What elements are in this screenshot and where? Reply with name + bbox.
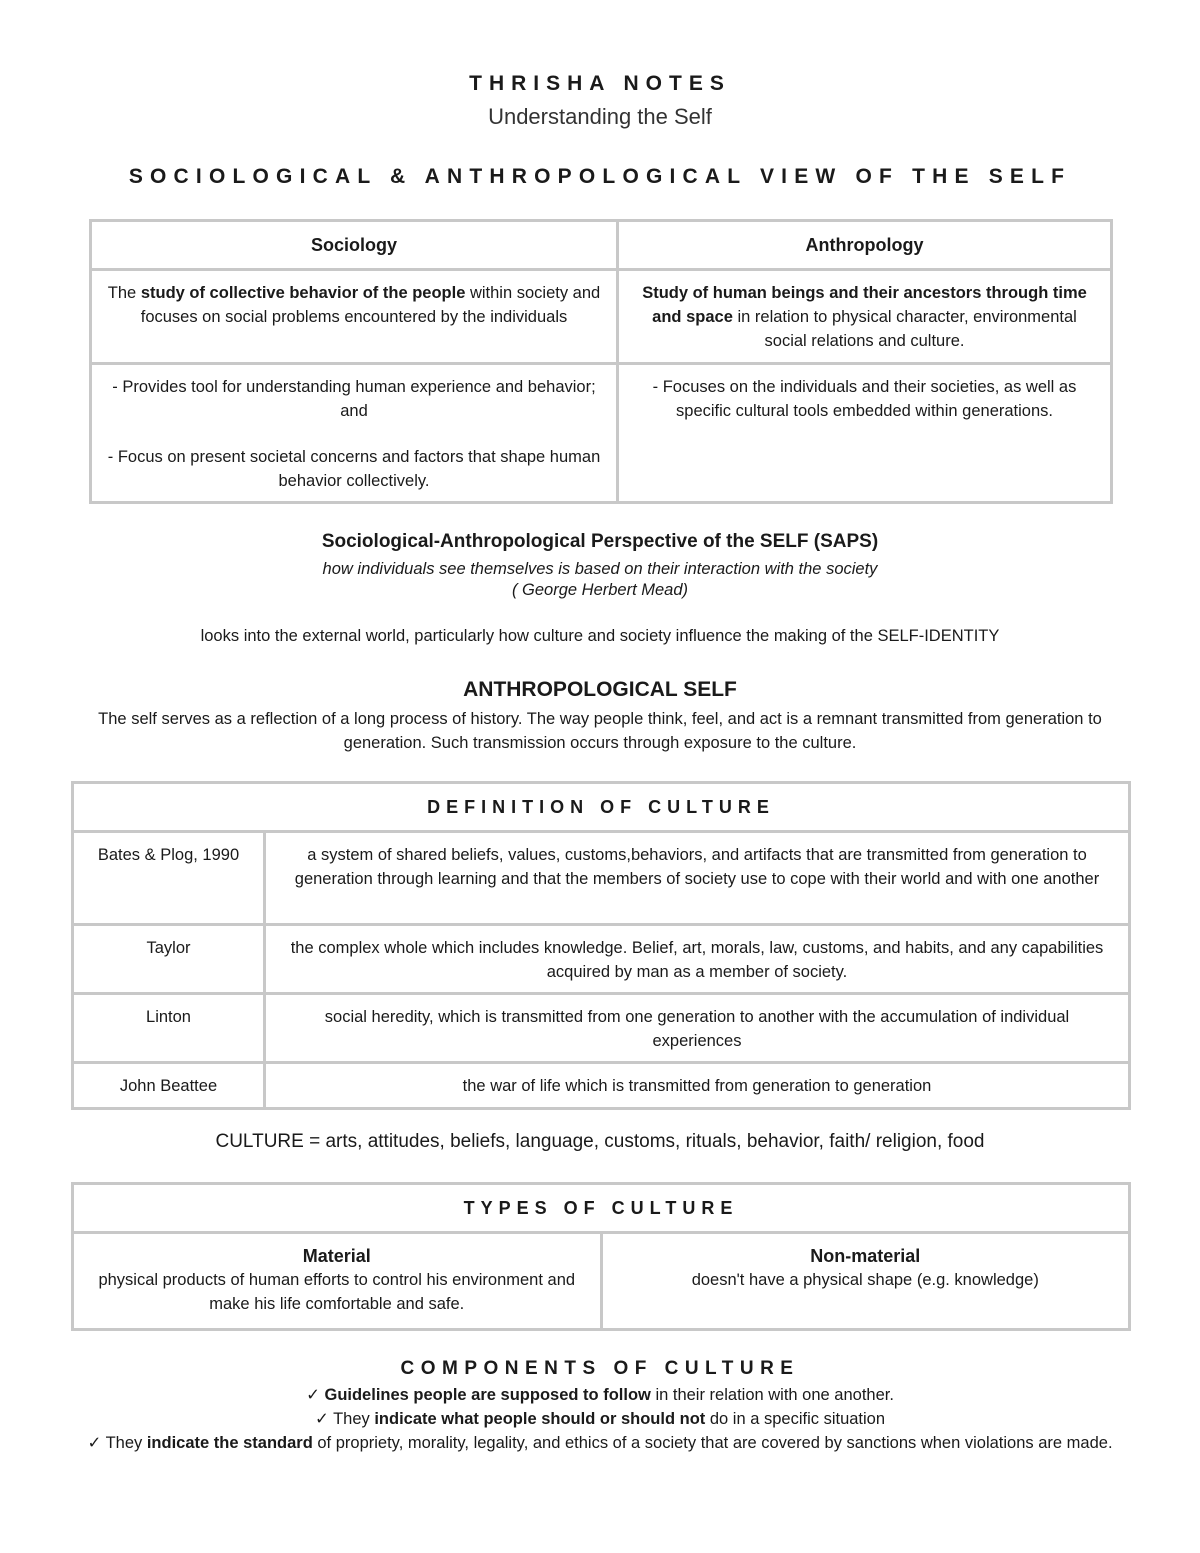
components-title: COMPONENTS OF CULTURE [400, 1358, 800, 1379]
anthropological-self-description: The self serves as a reflection of a long process of history. The way people think, feel, and act is a remnant transmitted from generation to generation. Such transmission occurs through exposure to the culture. [98, 710, 1102, 752]
list-item: ✓ Guidelines people are supposed to follow in their relation with one another. [306, 1386, 894, 1404]
check-icon: ✓ [314, 1410, 329, 1428]
types-of-culture-table [71, 1182, 1131, 1331]
non-material-title: Non-material [810, 1246, 921, 1266]
components-list [70, 1383, 1130, 1455]
definition-source: Taylor [73, 925, 265, 994]
brand-title: THRISHA NOTES [469, 72, 731, 95]
definition-text: the complex whole which includes knowledge. Belief, art, morals, law, customs, and habits, and any capabilities acquired by man as a member of society. [265, 925, 1130, 994]
main-heading: SOCIOLOGICAL & ANTHROPOLOGICAL VIEW OF THE SELF [128, 165, 1072, 188]
anthropological-self-title: ANTHROPOLOGICAL SELF [463, 678, 737, 701]
saps-title: Sociological-Anthropological Perspective of the SELF (SAPS) [321, 531, 879, 552]
definition-source: Linton [73, 994, 265, 1063]
check-icon: ✓ [87, 1434, 102, 1452]
definition-source: John Beattee [73, 1063, 265, 1109]
non-material-culture-cell [601, 1233, 1130, 1330]
material-description: physical products of human efforts to control his environment and make his life comfortable and safe. [98, 1271, 576, 1313]
table-row [73, 994, 1130, 1063]
document-subtitle: Understanding the Self [488, 104, 712, 129]
definition-source: Bates & Plog, 1990 [73, 832, 265, 925]
table-row [73, 925, 1130, 994]
header-anthropology: Anthropology [618, 221, 1112, 270]
definition-text: the war of life which is transmitted from generation to generation [265, 1063, 1130, 1109]
definition-text: social heredity, which is transmitted from one generation to another with the accumulation of individual experiences [265, 994, 1130, 1063]
table-row [73, 1063, 1130, 1109]
check-icon: ✓ [306, 1386, 320, 1404]
saps-citation: ( George Herbert Mead) [511, 581, 689, 599]
material-title: Material [302, 1246, 371, 1266]
definition-of-culture-table [71, 781, 1131, 1110]
saps-external: looks into the external world, particularly how culture and society influence the making of the SELF-IDENTITY [200, 627, 1000, 645]
header-sociology: Sociology [91, 221, 618, 270]
anthropology-points: - Focuses on the individuals and their societies, as well as specific cultural tools embedded within generations. [618, 364, 1112, 503]
sociology-definition: The study of collective behavior of the people within society and focuses on social problems encountered by the individuals [91, 270, 618, 364]
types-table-title: TYPES OF CULTURE [73, 1184, 1130, 1233]
sociology-anthropology-table [89, 219, 1113, 504]
table-row [73, 832, 1130, 925]
culture-equation: CULTURE = arts, attitudes, beliefs, language, customs, rituals, behavior, faith/ religion, food [215, 1131, 985, 1152]
definition-table-title: DEFINITION OF CULTURE [73, 783, 1130, 832]
sociology-points: - Provides tool for understanding human experience and behavior; and - Focus on present societal concerns and factors that shape human behavior collectively. [91, 364, 618, 503]
anthropology-definition: Study of human beings and their ancestors through time and space in relation to physical character, environmental social relations and culture. [618, 270, 1112, 364]
list-item: ✓ They indicate what people should or should not do in a specific situation [314, 1410, 886, 1428]
list-item: ✓ They indicate the standard of propriety, morality, legality, and ethics of a society that are covered by sanctions when violations are made. [87, 1434, 1113, 1452]
material-culture-cell [73, 1233, 602, 1330]
non-material-description: doesn't have a physical shape (e.g. knowledge) [691, 1271, 1039, 1289]
saps-description: how individuals see themselves is based on their interaction with the society [322, 560, 878, 578]
definition-text: a system of shared beliefs, values, customs,behaviors, and artifacts that are transmitted from generation to generation through learning and that the members of society use to cope with their world and with one another [265, 832, 1130, 925]
